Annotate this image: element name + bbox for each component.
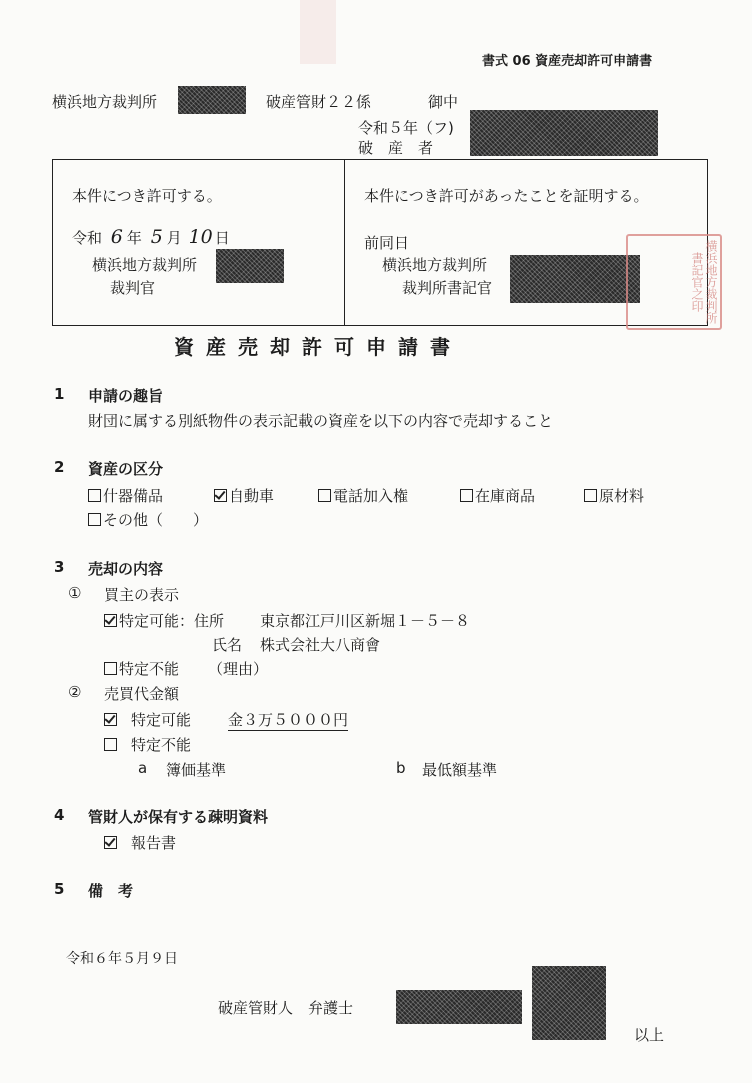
price-identifiable[interactable]: [104, 709, 191, 730]
permit-date-year: 6: [110, 226, 123, 248]
checkbox-price-unidentifiable[interactable]: [104, 738, 117, 751]
section-1-heading: 申請の趣旨: [88, 387, 164, 405]
price-unidentifiable[interactable]: [104, 734, 191, 755]
section-3-number: 3: [54, 558, 65, 576]
section-4-heading: 管財人が保有する疎明資料: [88, 808, 269, 826]
certify-court: 横浜地方裁判所: [382, 256, 488, 274]
basis-b-label: 最低額基準: [422, 761, 498, 779]
asset-option-vehicle[interactable]: [214, 485, 274, 506]
price-heading: 売買代金額: [104, 685, 180, 703]
section-2-number: 2: [54, 458, 65, 476]
section-2-heading: 資産の区分: [88, 460, 164, 478]
court-clerk-seal: 横浜地方裁判所書記官之印: [626, 234, 722, 330]
redacted-trustee-seal: [532, 966, 606, 1040]
checkbox-other[interactable]: [88, 513, 101, 526]
section-4-number: 4: [54, 806, 65, 824]
checkbox-report[interactable]: [104, 836, 117, 849]
buyer-name-label: 氏名: [212, 636, 243, 654]
permit-date-day: 10: [188, 226, 213, 248]
form-label: 書式 06 資産売却許可申請書: [482, 54, 653, 69]
buyer-heading: 買主の表示: [104, 586, 180, 604]
checkbox-buyer-unidentifiable[interactable]: [104, 662, 117, 675]
checkbox-vehicle[interactable]: [214, 489, 227, 502]
end-mark: 以上: [634, 1026, 665, 1044]
permit-date-month-unit: 月: [166, 229, 182, 247]
redacted-trustee-name: [396, 990, 522, 1024]
redacted-permit-branch: [216, 249, 284, 283]
basis-a-label: 簿価基準: [166, 761, 227, 779]
price-amount-value: 金３万５０００円: [228, 711, 349, 729]
basis-b-letter: b: [396, 759, 406, 777]
addressee-section: 破産管財２２係: [266, 93, 372, 111]
asset-option-materials[interactable]: [584, 485, 644, 506]
buyer-address: 東京都江戸川区新堀１－５－８: [260, 612, 471, 630]
option-label: 自動車: [229, 487, 275, 505]
checkbox-phone-right[interactable]: [318, 489, 331, 502]
section-5-number: 5: [54, 880, 65, 898]
option-label: その他（ ）: [103, 511, 209, 529]
permit-date: [72, 226, 230, 248]
buyer-unidentifiable[interactable]: [104, 658, 179, 679]
case-number-label: 令和５年（フ): [358, 119, 454, 137]
asset-option-inventory[interactable]: [460, 485, 535, 506]
price-unidentifiable-label: 特定不能: [131, 736, 192, 754]
section-1-body: 財団に属する別紙物件の表示記載の資産を以下の内容で売却すること: [88, 412, 554, 430]
buyer-identifiable-label: 特定可能：住所: [119, 612, 225, 630]
permit-statement: 本件につき許可する。: [72, 187, 222, 205]
asset-option-fixtures[interactable]: [88, 485, 163, 506]
certify-date: 前同日: [364, 234, 410, 252]
certify-statement: 本件につき許可があったことを証明する。: [364, 187, 649, 205]
permit-date-year-unit: 年: [126, 229, 142, 247]
redacted-clerk-name: [510, 255, 640, 303]
addressee-court: 横浜地方裁判所: [52, 93, 158, 111]
permit-date-day-unit: 日: [214, 229, 230, 247]
asset-option-other[interactable]: [88, 509, 208, 530]
option-label: 什器備品: [103, 487, 164, 505]
section-3-heading: 売却の内容: [88, 560, 164, 578]
section-5-heading: 備 考: [88, 882, 134, 900]
permit-date-month: 5: [150, 226, 163, 248]
checkbox-inventory[interactable]: [460, 489, 473, 502]
asset-option-phone-right[interactable]: [318, 485, 408, 506]
option-label: 原材料: [599, 487, 645, 505]
clerk-title: 裁判所書記官: [402, 279, 493, 297]
checkbox-price-identifiable[interactable]: [104, 713, 117, 726]
permit-date-prefix: 令和: [72, 229, 103, 247]
checkbox-buyer-identifiable[interactable]: [104, 614, 117, 627]
basis-a-letter: a: [138, 759, 148, 777]
application-date: 令和６年５月９日: [66, 951, 178, 967]
buyer-reason: （理由）: [208, 660, 269, 678]
price-identifiable-label: 特定可能: [131, 711, 192, 729]
option-label: 電話加入権: [333, 487, 409, 505]
redacted-case-number: [470, 110, 658, 156]
price-amount: [228, 709, 348, 730]
checkbox-fixtures[interactable]: [88, 489, 101, 502]
option-label: 在庫商品: [475, 487, 536, 505]
redacted-branch: [178, 86, 246, 114]
trustee-label: 破産管財人 弁護士: [218, 999, 354, 1017]
section-1-number: 1: [54, 385, 65, 403]
checkbox-materials[interactable]: [584, 489, 597, 502]
bankrupt-label: 破 産 者: [358, 139, 434, 157]
document-title: 資産売却許可申請書: [174, 335, 462, 359]
evidence-report-label: 報告書: [131, 834, 177, 852]
permit-box-divider: [344, 159, 345, 325]
price-number: ②: [68, 683, 82, 701]
evidence-report[interactable]: [104, 832, 176, 853]
buyer-identifiable[interactable]: [104, 610, 224, 631]
buyer-unidentifiable-label: 特定不能: [119, 660, 180, 678]
paper-stain: [300, 0, 336, 64]
permit-court: 横浜地方裁判所: [92, 256, 198, 274]
buyer-name: 株式会社大八商會: [260, 636, 381, 654]
addressee-honorific: 御中: [428, 93, 459, 111]
buyer-number: ①: [68, 584, 82, 602]
judge-title: 裁判官: [110, 279, 156, 297]
